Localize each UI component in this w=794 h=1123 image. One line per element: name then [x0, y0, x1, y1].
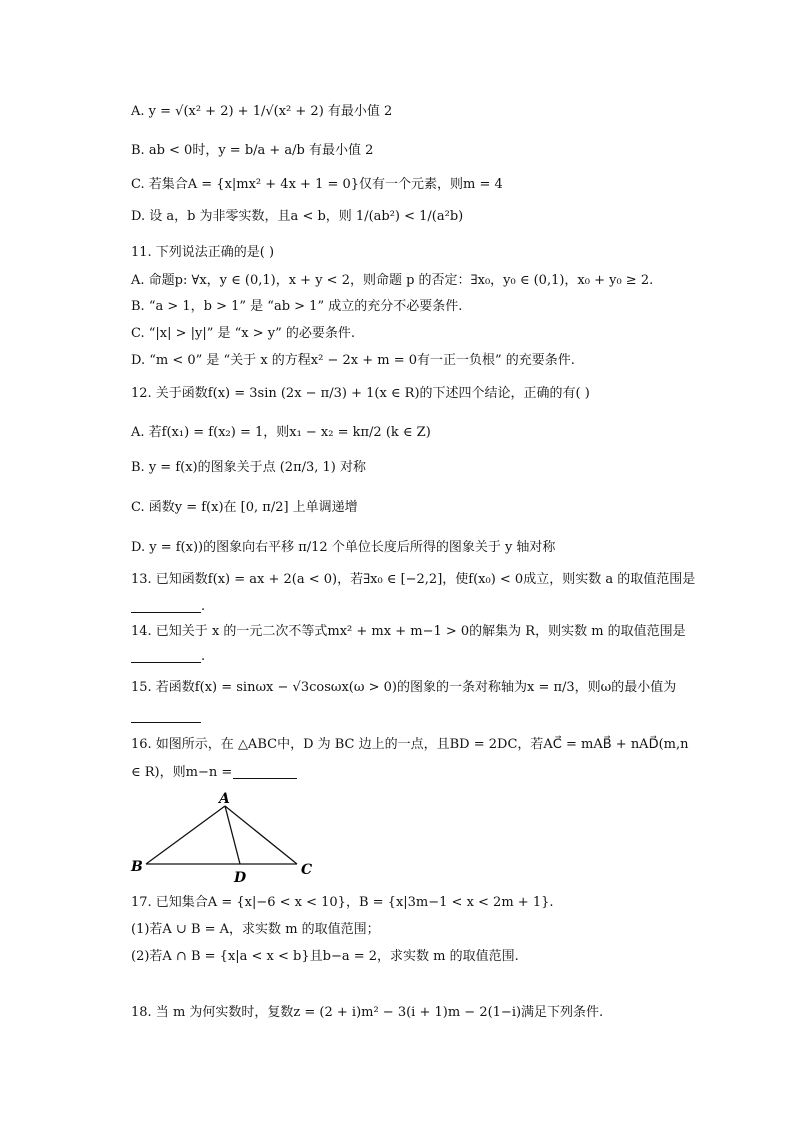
vertex-label-D: D: [234, 870, 247, 886]
line-10A: A. y = √(x² + 2) + 1/√(x² + 2) 有最小值 2: [131, 104, 393, 119]
vertex-label-C: C: [301, 862, 313, 878]
period-14: .: [201, 649, 206, 664]
line-12D: D. y = f(x))的图象向右平移 π/12 个单位长度后所得的图象关于 y 轴对称: [131, 540, 556, 555]
line-12A: A. 若f(x₁) = f(x₂) = 1，则x₁ − x₂ = kπ/2 (k ∈ Z): [131, 425, 431, 440]
line-11D: D. “m < 0” 是 “关于 x 的方程x² − 2x + m = 0有一正一负根” 的充要条件.: [131, 353, 575, 368]
question-18: 18. 当 m 为何实数时，复数z = (2 + i)m² − 3(i + 1)m − 2(1−i)满足下列条件.: [131, 1005, 604, 1020]
question-17: 17. 已知集合A = {x|−6 < x < 10}，B = {x|3m−1 < x < 2m + 1}.: [131, 895, 554, 910]
line-17-2: (2)若A ∩ B = {x|a < x < b}且b−a = 2，求实数 m 的取值范围.: [131, 949, 519, 964]
line-10B: B. ab < 0时，y = b/a + a/b 有最小值 2: [131, 143, 374, 158]
line-11B: B. “a > 1，b > 1” 是 “ab > 1” 成立的充分不必要条件.: [131, 299, 463, 314]
line-10C: C. 若集合A = {x|mx² + 4x + 1 = 0}仅有一个元素，则m = 4: [131, 177, 503, 192]
question-12: 12. 关于函数f(x) = 3sin (2x − π/3) + 1(x ∈ R)的下述四个结论，正确的有( ): [131, 386, 590, 401]
line-12B: B. y = f(x)的图象关于点 (2π/3, 1) 对称: [131, 460, 367, 475]
question-11: 11. 下列说法正确的是( ): [131, 245, 275, 260]
line-10D: D. 设 a，b 为非零实数，且a < b，则 1/(ab²) < 1/(a²b): [131, 209, 464, 224]
period-13: .: [201, 599, 206, 614]
question-16-cont: ∈ R)，则m−n =: [131, 765, 233, 780]
line-17-1: (1)若A ∪ B = A，求实数 m 的取值范围；: [131, 922, 380, 937]
line-11A: A. 命题p: ∀x，y ∈ (0,1)，x + y < 2，则命题 p 的否定：∃x₀，y₀ ∈ (0,1)，x₀ + y₀ ≥ 2.: [131, 273, 654, 288]
line-11C: C. “|x| > |y|” 是 “x > y” 的必要条件.: [131, 326, 356, 341]
question-16: 16. 如图所示，在 △ABC中，D 为 BC 边上的一点，且BD = 2DC，若AC⃗ = mAB⃗ + nAD⃗(m,n: [131, 737, 689, 752]
question-13: 13. 已知函数f(x) = ax + 2(a < 0)，若∃x₀ ∈ [−2,2]，使f(x₀) < 0成立，则实数 a 的取值范围是: [131, 572, 696, 587]
question-14: 14. 已知关于 x 的一元二次不等式mx² + mx + m−1 > 0的解集为 R，则实数 m 的取值范围是: [131, 624, 686, 639]
edge-AC: [225, 806, 297, 864]
line-12C: C. 函数y = f(x)在 [0, π/2] 上单调递增: [131, 500, 358, 515]
question-15: 15. 若函数f(x) = sinωx − √3cosωx(ω > 0)的图象的一条对称轴为x = π/3，则ω的最小值为: [131, 680, 677, 695]
vertex-label-B: B: [131, 859, 143, 875]
vertex-label-A: A: [219, 791, 230, 807]
edge-AD: [225, 806, 240, 864]
edge-AB: [146, 806, 225, 864]
